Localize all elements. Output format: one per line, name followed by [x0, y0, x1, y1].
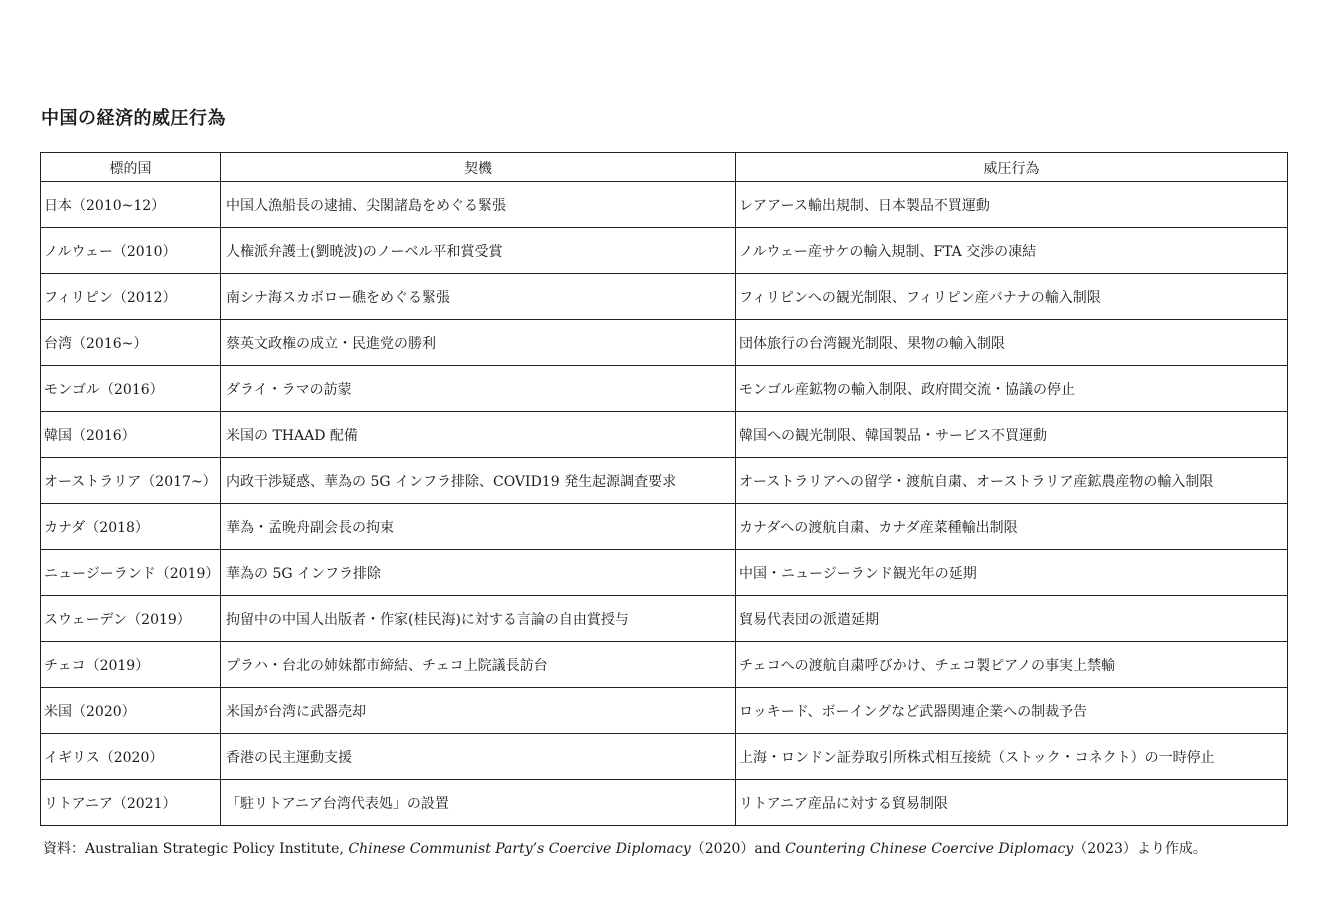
cell-coercive-action: 貿易代表団の派遣延期 [736, 596, 1288, 642]
table-row [41, 642, 1288, 688]
cell-coercive-action: チェコへの渡航自粛呼びかけ、チェコ製ピアノの事実上禁輸 [736, 642, 1288, 688]
cell-trigger: 人権派弁護士(劉暁波)のノーベル平和賞受賞 [221, 228, 736, 274]
table-row [41, 504, 1288, 550]
table-row [41, 412, 1288, 458]
cell-target-country: 米国（2020） [41, 688, 221, 734]
cell-target-country: 台湾（2016~） [41, 320, 221, 366]
cell-trigger: 拘留中の中国人出版者・作家(桂民海)に対する言論の自由賞授与 [221, 596, 736, 642]
table-row [41, 734, 1288, 780]
cell-trigger: プラハ・台北の姉妹都市締結、チェコ上院議長訪台 [221, 642, 736, 688]
source-prefix: 資料：Australian Strategic Policy Institute, [43, 841, 349, 857]
cell-trigger: 米国の THAAD 配備 [221, 412, 736, 458]
cell-target-country: 日本（2010~12） [41, 182, 221, 228]
cell-coercive-action: カナダへの渡航自粛、カナダ産菜種輸出制限 [736, 504, 1288, 550]
table-row [41, 366, 1288, 412]
page-title: 中国の経済的威圧行為 [41, 108, 226, 129]
cell-coercive-action: 団体旅行の台湾観光制限、果物の輸入制限 [736, 320, 1288, 366]
cell-coercive-action: モンゴル産鉱物の輸入制限、政府間交流・協議の停止 [736, 366, 1288, 412]
cell-target-country: モンゴル（2016） [41, 366, 221, 412]
table-row [41, 550, 1288, 596]
cell-target-country: スウェーデン（2019） [41, 596, 221, 642]
cell-coercive-action: 中国・ニュージーランド観光年の延期 [736, 550, 1288, 596]
cell-trigger: 蔡英文政権の成立・民進党の勝利 [221, 320, 736, 366]
table-body [41, 182, 1288, 826]
cell-trigger: 内政干渉疑惑、華為の 5G インフラ排除、COVID19 発生起源調査要求 [221, 458, 736, 504]
cell-coercive-action: レアアース輸出規制、日本製品不買運動 [736, 182, 1288, 228]
cell-target-country: チェコ（2019） [41, 642, 221, 688]
header-row [41, 153, 1288, 182]
cell-coercive-action: ロッキード、ボーイングなど武器関連企業への制裁予告 [736, 688, 1288, 734]
cell-target-country: ノルウェー（2010） [41, 228, 221, 274]
cell-trigger: 米国が台湾に武器売却 [221, 688, 736, 734]
cell-target-country: イギリス（2020） [41, 734, 221, 780]
source-suffix: （2023）より作成。 [1073, 841, 1207, 857]
source-note [43, 838, 1207, 858]
source-mid: （2020）and [690, 841, 786, 857]
cell-target-country: リトアニア（2021） [41, 780, 221, 826]
cell-trigger: ダライ・ラマの訪蒙 [221, 366, 736, 412]
coercion-table [40, 152, 1288, 826]
cell-coercive-action: オーストラリアへの留学・渡航自粛、オーストラリア産鉱農産物の輸入制限 [736, 458, 1288, 504]
cell-trigger: 華為の 5G インフラ排除 [221, 550, 736, 596]
table-row [41, 780, 1288, 826]
source-work-1: Chinese Communist Party’s Coercive Diplomacy [348, 841, 691, 857]
cell-target-country: 韓国（2016） [41, 412, 221, 458]
header-trigger: 契機 [221, 153, 736, 182]
cell-trigger: 中国人漁船長の逮捕、尖閣諸島をめぐる緊張 [221, 182, 736, 228]
cell-trigger: 「駐リトアニア台湾代表処」の設置 [221, 780, 736, 826]
cell-trigger: 華為・孟晩舟副会長の拘束 [221, 504, 736, 550]
table-row [41, 688, 1288, 734]
cell-coercive-action: ノルウェー産サケの輸入規制、FTA 交渉の凍結 [736, 228, 1288, 274]
cell-coercive-action: 上海・ロンドン証券取引所株式相互接続（ストック・コネクト）の一時停止 [736, 734, 1288, 780]
cell-target-country: カナダ（2018） [41, 504, 221, 550]
table-header [41, 153, 1288, 182]
cell-coercive-action: リトアニア産品に対する貿易制限 [736, 780, 1288, 826]
cell-trigger: 香港の民主運動支援 [221, 734, 736, 780]
header-target-country: 標的国 [41, 153, 221, 182]
table-row [41, 228, 1288, 274]
cell-target-country: フィリピン（2012） [41, 274, 221, 320]
cell-coercive-action: フィリピンへの観光制限、フィリピン産バナナの輸入制限 [736, 274, 1288, 320]
cell-target-country: ニュージーランド（2019） [41, 550, 221, 596]
header-coercive-action: 威圧行為 [736, 153, 1288, 182]
table-row [41, 274, 1288, 320]
table-row [41, 458, 1288, 504]
cell-target-country: オーストラリア（2017~） [41, 458, 221, 504]
cell-coercive-action: 韓国への観光制限、韓国製品・サービス不買運動 [736, 412, 1288, 458]
table-row [41, 182, 1288, 228]
table-row [41, 320, 1288, 366]
cell-trigger: 南シナ海スカボロー礁をめぐる緊張 [221, 274, 736, 320]
table-row [41, 596, 1288, 642]
source-work-2: Countering Chinese Coercive Diplomacy [785, 841, 1074, 857]
